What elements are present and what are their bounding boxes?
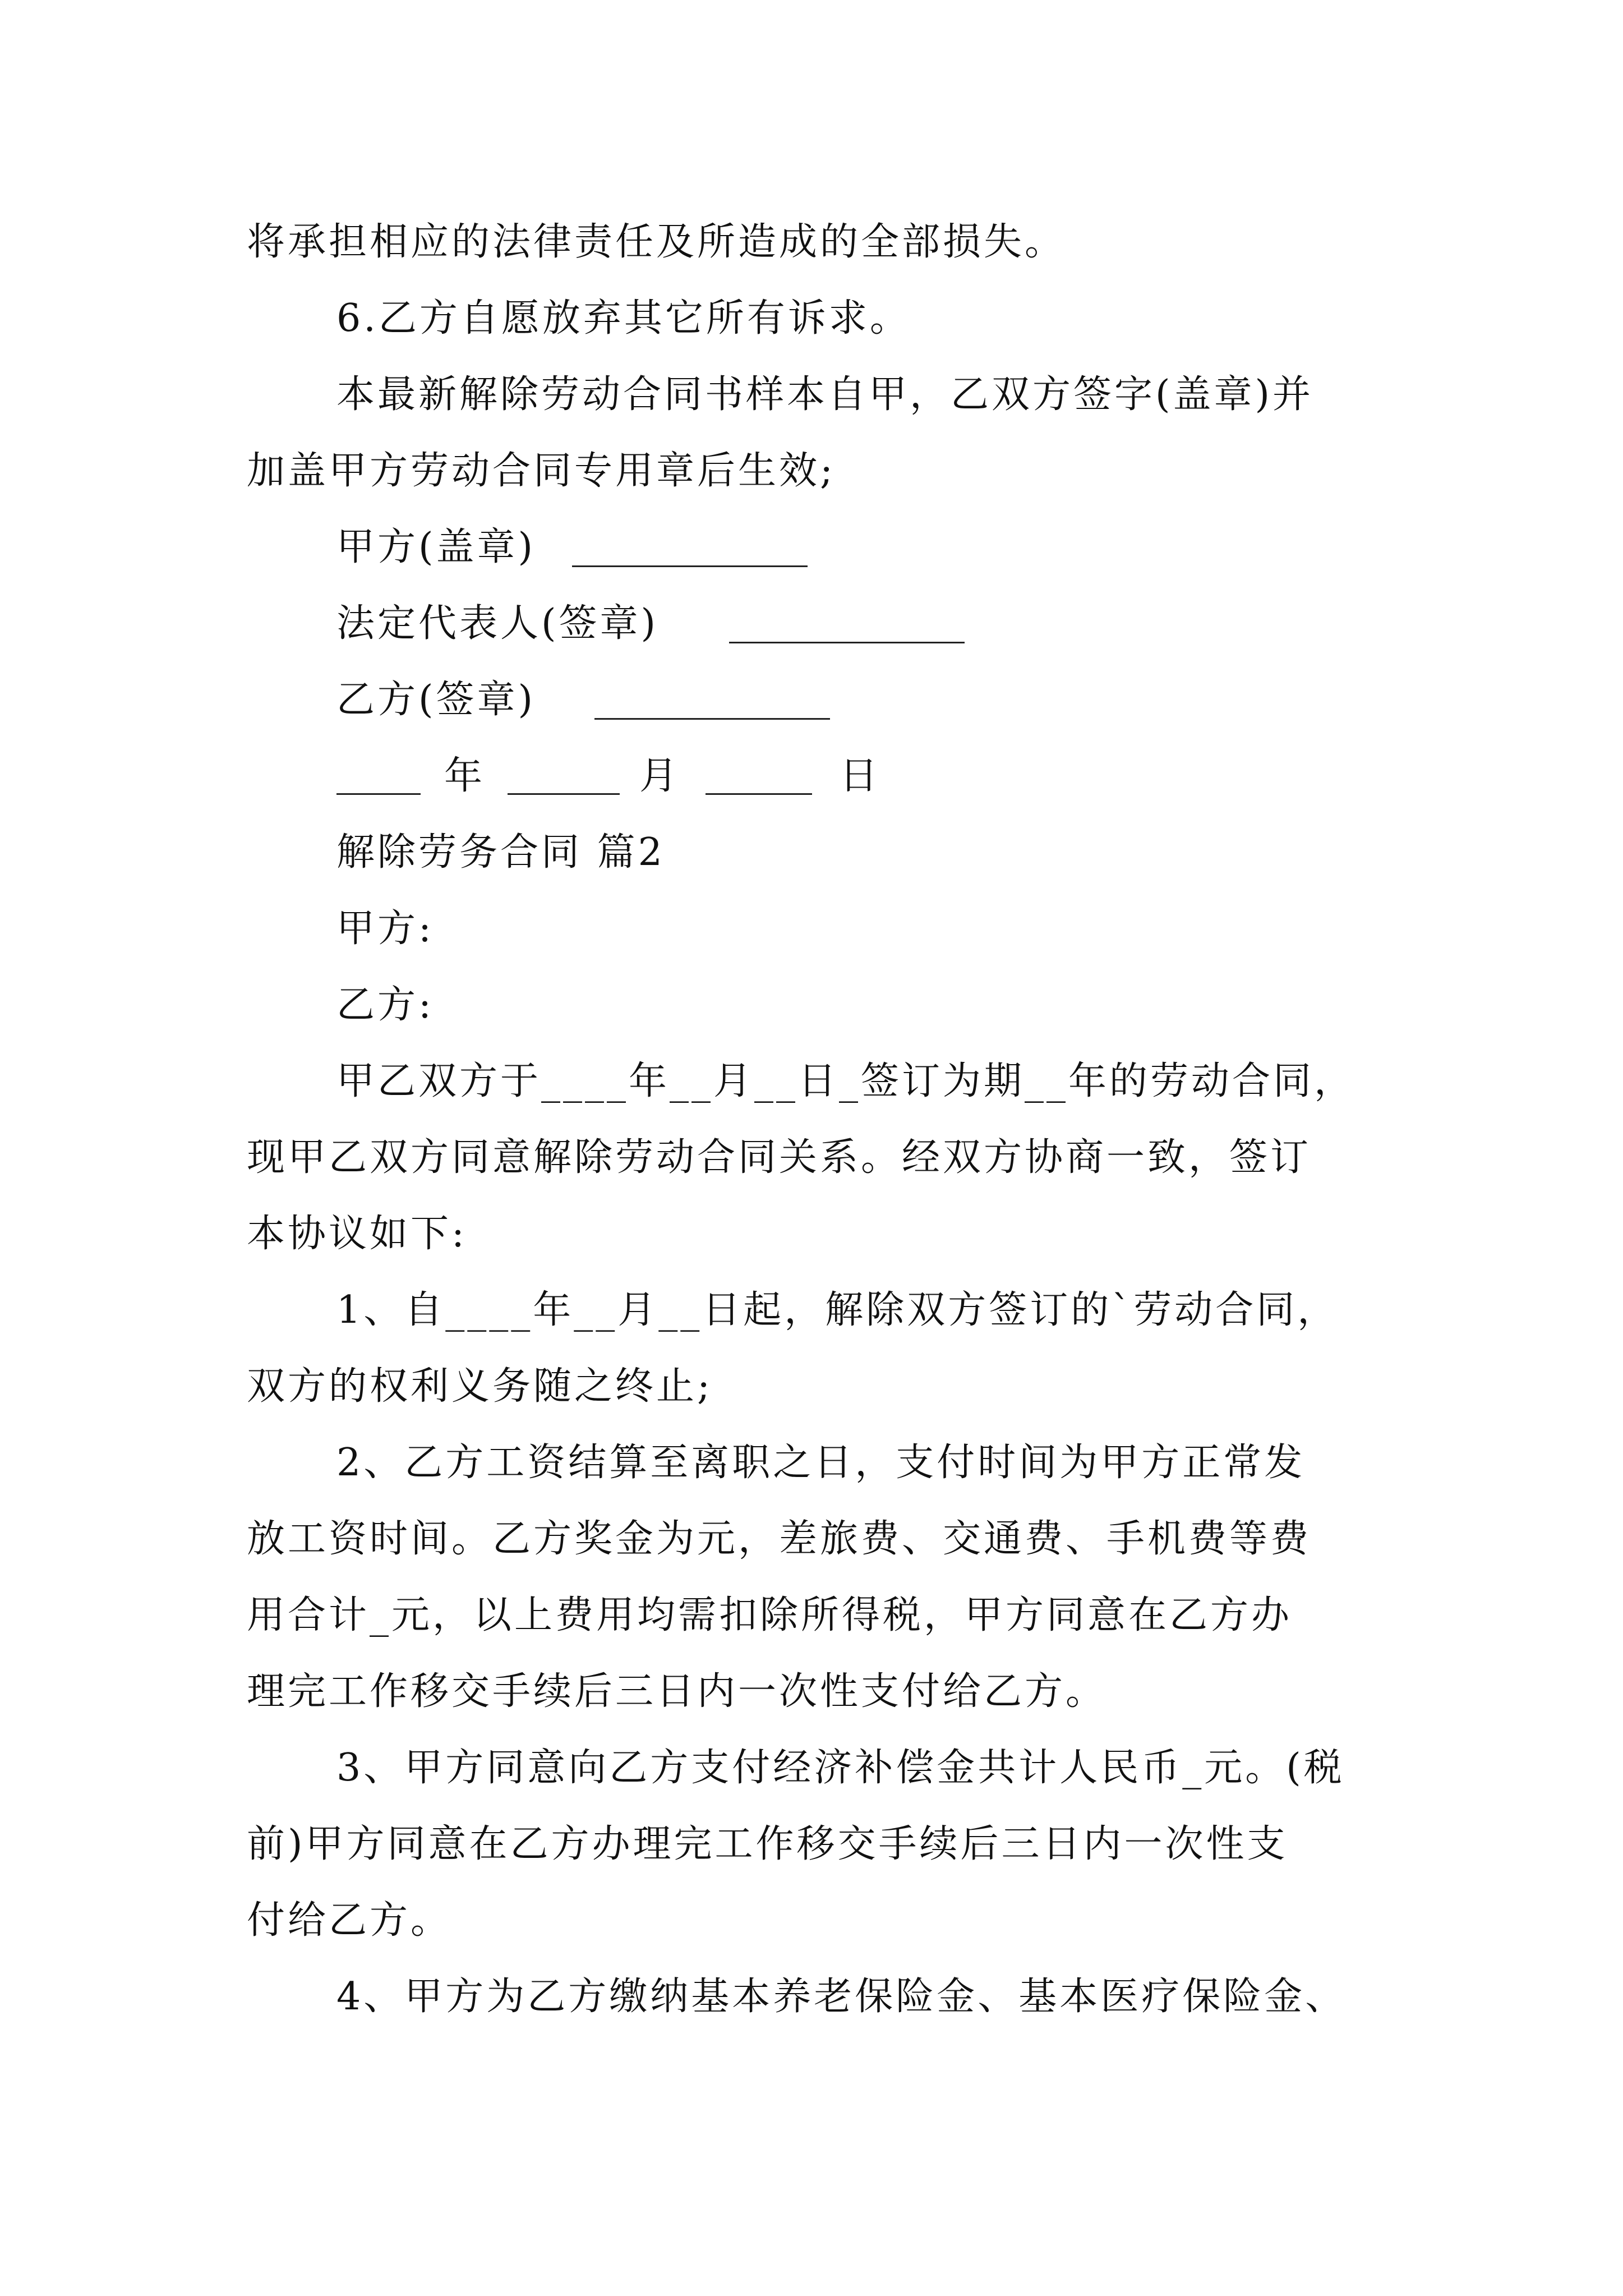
date-month-label: 月	[639, 754, 681, 798]
paragraph-line: 现甲乙双方同意解除劳动合同关系。经双方协商一致，签订	[247, 1135, 1312, 1180]
paragraph-line: 2、乙方工资结算至离职之日，支付时间为甲方正常发	[336, 1441, 1306, 1485]
party-a-seal-line	[572, 565, 808, 567]
paragraph-line: 4、甲方为乙方缴纳基本养老保险金、基本医疗保险金、	[336, 1975, 1347, 2019]
paragraph-line: 付给乙方。	[247, 1898, 452, 1943]
party-a-seal-label: 甲方(盖章)	[336, 525, 536, 569]
paragraph-line: 将承担相应的法律责任及所造成的全部损失。	[247, 220, 1066, 264]
date-day-label: 日	[840, 754, 881, 798]
party-a-line: 甲方:	[336, 907, 434, 951]
date-day-line	[706, 793, 812, 795]
paragraph-line: 6.乙方自愿放弃其它所有诉求。	[336, 296, 911, 341]
date-year-line	[336, 793, 421, 795]
date-year-label: 年	[444, 754, 486, 798]
paragraph-line: 1、自____年__月__日起，解除双方签订的`劳动合同，	[336, 1288, 1339, 1332]
paragraph-line: 3、甲方同意向乙方支付经济补偿金共计人民币_元。(税	[336, 1746, 1345, 1790]
paragraph-line: 放工资时间。乙方奖金为元，差旅费、交通费、手机费等费	[247, 1517, 1312, 1561]
party-b-line: 乙方:	[336, 983, 434, 1027]
paragraph-line: 甲乙双方于____年__月__日_签订为期__年的劳动合同，	[336, 1059, 1355, 1103]
paragraph-line: 理完工作移交手续后三日内一次性支付给乙方。	[247, 1669, 1107, 1714]
paragraph-line: 本最新解除劳动合同书样本自甲，乙双方签字(盖章)并	[336, 372, 1314, 417]
paragraph-line: 本协议如下:	[247, 1212, 467, 1256]
party-b-sign-line	[594, 718, 830, 720]
paragraph-line: 前)甲方同意在乙方办理完工作移交手续后三日内一次性支	[247, 1822, 1288, 1866]
date-month-line	[508, 793, 620, 795]
party-b-sign-label: 乙方(签章)	[336, 678, 536, 722]
paragraph-line: 用合计_元，以上费用均需扣除所得税，甲方同意在乙方办	[247, 1593, 1293, 1637]
paragraph-line: 加盖甲方劳动合同专用章后生效;	[247, 449, 836, 493]
legal-rep-sign-line	[729, 642, 965, 643]
paragraph-line: 双方的权利义务随之终止;	[247, 1364, 713, 1409]
section-heading: 解除劳务合同 篇2	[336, 830, 665, 875]
legal-rep-sign-label: 法定代表人(签章)	[336, 601, 659, 646]
